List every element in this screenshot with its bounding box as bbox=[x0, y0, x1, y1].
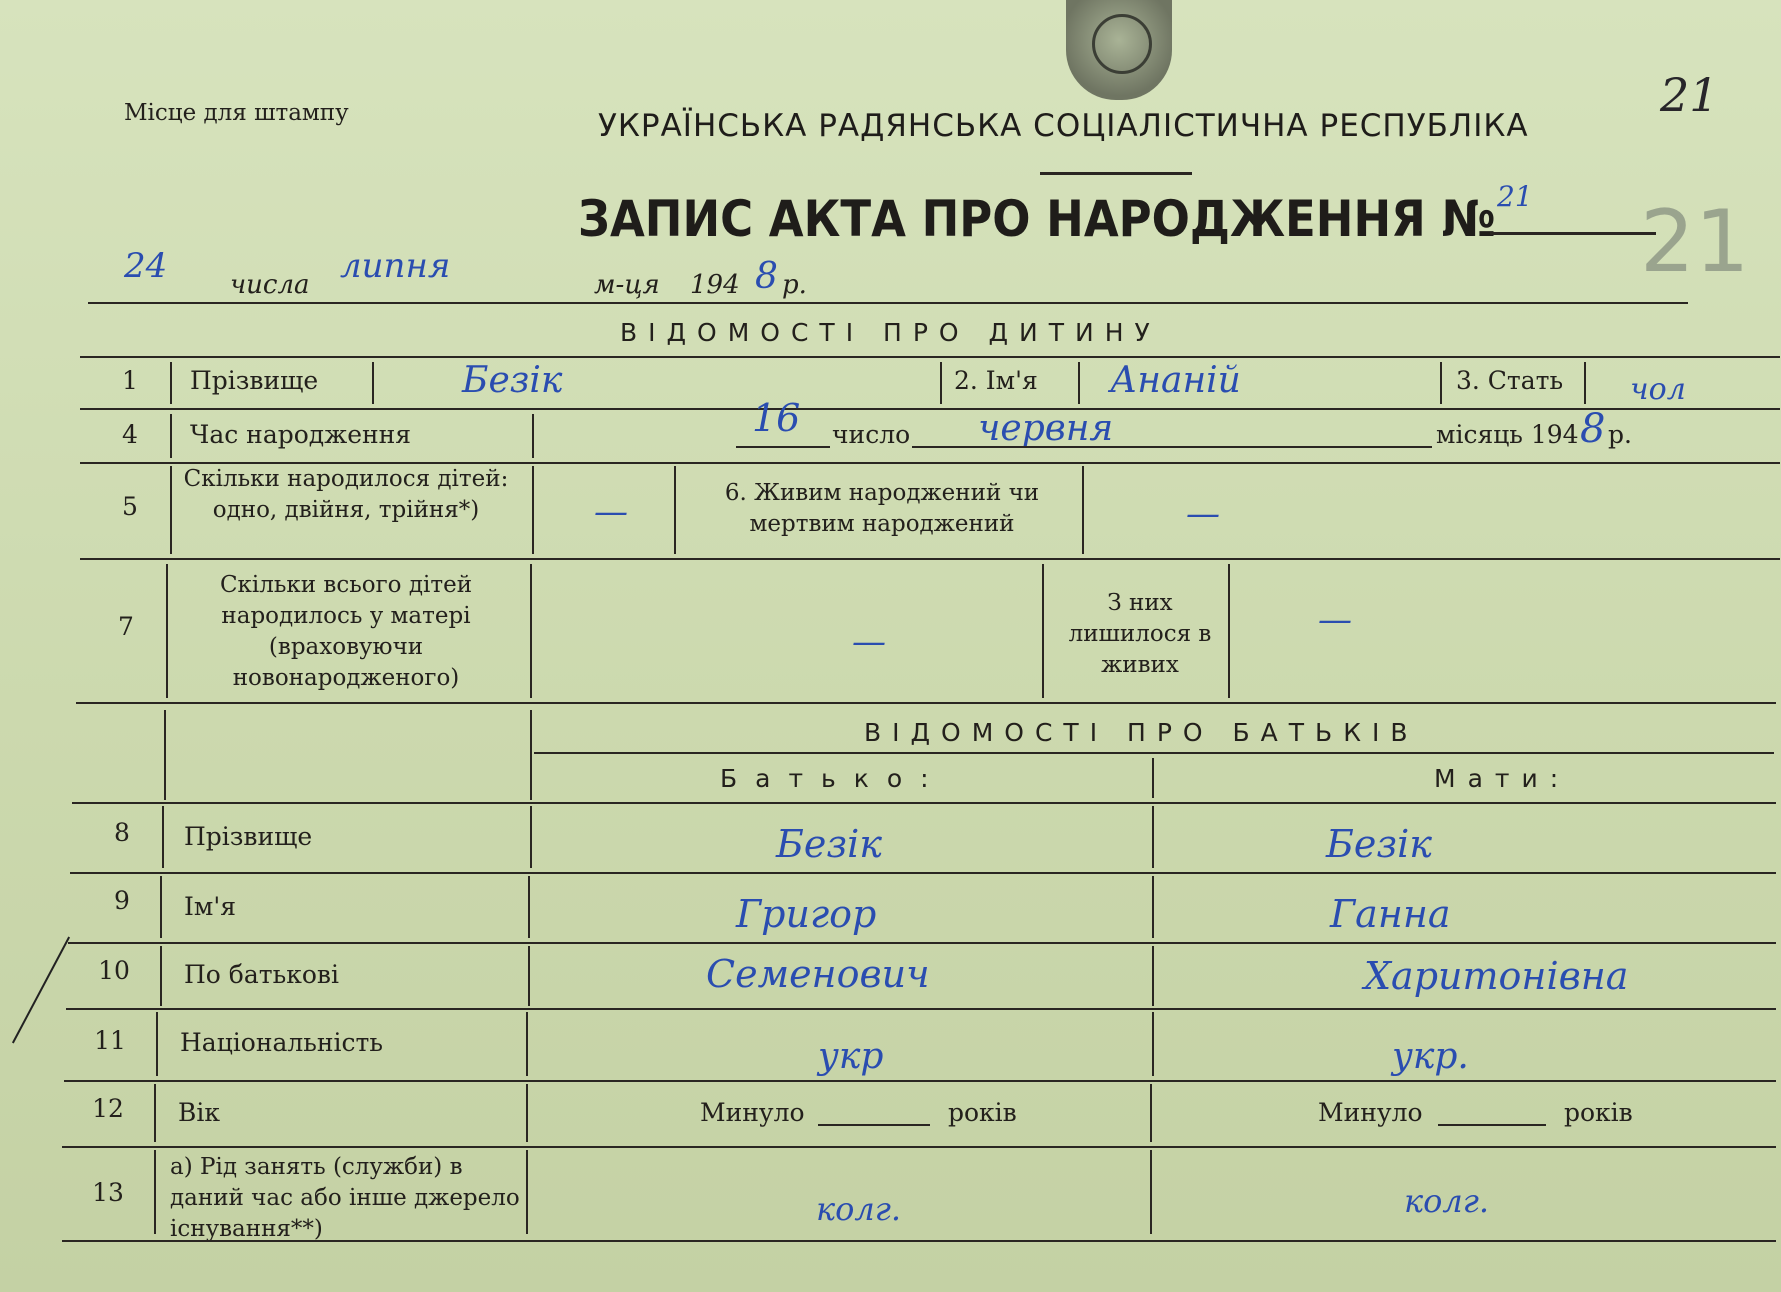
father-patronymic-value: Семенович bbox=[706, 952, 930, 996]
row10-sep-b bbox=[528, 946, 530, 1006]
row12-sep-c bbox=[1150, 1084, 1152, 1142]
birth-day-label: число bbox=[832, 420, 911, 449]
row-13-number: 13 bbox=[92, 1178, 124, 1207]
birth-month-label: місяць 194 bbox=[1436, 420, 1579, 449]
row7-sep-a bbox=[166, 564, 168, 698]
father-nationality-value: укр bbox=[818, 1036, 884, 1077]
pen-mark bbox=[12, 937, 70, 1044]
row-11-number: 11 bbox=[94, 1026, 126, 1055]
father-age-line bbox=[818, 1124, 930, 1126]
mother-age-prefix: Минуло bbox=[1318, 1098, 1423, 1127]
row-4-number: 4 bbox=[122, 420, 138, 449]
child-sex-label: 3. Стать bbox=[1456, 366, 1564, 395]
row-9-number: 9 bbox=[114, 886, 130, 915]
total-children-value: — bbox=[852, 622, 886, 662]
date-year-digit: 8 bbox=[755, 256, 778, 297]
child-surname-label: Прізвище bbox=[190, 366, 319, 395]
birth-day-value: 16 bbox=[752, 396, 801, 440]
rule-row1-bottom bbox=[80, 408, 1780, 410]
live-birth-value: — bbox=[1186, 494, 1220, 534]
father-age-prefix: Минуло bbox=[700, 1098, 805, 1127]
date-line-rule bbox=[88, 302, 1688, 304]
coat-of-arms-emblem-icon bbox=[1066, 0, 1172, 100]
row-8-number: 8 bbox=[114, 818, 130, 847]
rule-row11-bottom bbox=[64, 1080, 1776, 1082]
father-name-value: Григор bbox=[736, 892, 877, 936]
date-day-value: 24 bbox=[124, 246, 168, 286]
mother-header: Мати: bbox=[1434, 764, 1571, 793]
birth-day-line bbox=[736, 446, 830, 448]
row11-sep-a bbox=[156, 1012, 158, 1076]
record-number-line bbox=[1490, 232, 1656, 235]
date-day-label: числа bbox=[230, 270, 310, 300]
mother-occupation-value: колг. bbox=[1404, 1182, 1490, 1220]
mother-nationality-value: укр. bbox=[1392, 1036, 1469, 1077]
date-year-prefix: 194 bbox=[690, 270, 740, 300]
row-5-number: 5 bbox=[122, 492, 138, 521]
row13-sep-b bbox=[526, 1150, 528, 1234]
father-header: Батько: bbox=[720, 764, 947, 793]
occupation-label: а) Рід занять (служби) в даний час або інше джерело існування**) bbox=[170, 1154, 520, 1242]
child-section-title: ВІДОМОСТІ ПРО ДИТИНУ bbox=[620, 318, 1161, 347]
parents-header-sep bbox=[1152, 758, 1154, 798]
parent-name-label: Ім'я bbox=[184, 892, 236, 921]
mother-patronymic-value: Харитонівна bbox=[1364, 954, 1629, 998]
republic-title: УКРАЇНСЬКА РАДЯНСЬКА СОЦІАЛІСТИЧНА РЕСПУБЛІКА bbox=[598, 108, 1529, 144]
row7-sep-d bbox=[1228, 564, 1230, 698]
father-age-suffix: років bbox=[948, 1098, 1017, 1127]
row5-sep-d bbox=[1082, 466, 1084, 554]
rule-parents-title bbox=[534, 752, 1774, 754]
mother-name-value: Ганна bbox=[1330, 892, 1451, 936]
parents-sep-a bbox=[164, 710, 166, 800]
row5-sep-a bbox=[170, 466, 172, 554]
rule-child-top bbox=[80, 356, 1780, 358]
title-divider bbox=[1040, 172, 1192, 175]
child-surname-value: Безік bbox=[462, 360, 563, 401]
row-7-number: 7 bbox=[118, 612, 134, 641]
live-birth-label: 6. Живим народжений чи мертвим народжений bbox=[724, 480, 1040, 537]
date-month-value: липня bbox=[340, 246, 451, 286]
row12-sep-a bbox=[154, 1084, 156, 1142]
row11-sep-c bbox=[1152, 1012, 1154, 1076]
parent-surname-label: Прізвище bbox=[184, 822, 313, 851]
alive-children-label: З них лишилося в живих bbox=[1068, 590, 1212, 678]
row8-sep-b bbox=[530, 806, 532, 868]
birth-month-line bbox=[912, 446, 1432, 448]
rule-row9-bottom bbox=[68, 942, 1776, 944]
row7-sep-b bbox=[530, 564, 532, 698]
row5-sep-b bbox=[532, 466, 534, 554]
row-12-number: 12 bbox=[92, 1094, 124, 1123]
stamp-place-label: Місце для штампу bbox=[124, 100, 349, 126]
parents-sep-b bbox=[530, 710, 532, 800]
row4-sep-a bbox=[170, 414, 172, 458]
birth-year-suffix: р. bbox=[1608, 420, 1632, 449]
parents-section-title: ВІДОМОСТІ ПРО БАТЬКІВ bbox=[864, 718, 1419, 747]
row9-sep-c bbox=[1152, 876, 1154, 938]
row1-sep-a bbox=[170, 362, 172, 404]
row12-sep-b bbox=[526, 1084, 528, 1142]
parent-patronymic-label: По батькові bbox=[184, 960, 339, 989]
mother-age-suffix: років bbox=[1564, 1098, 1633, 1127]
row1-sep-c bbox=[940, 362, 942, 404]
mother-age-line bbox=[1438, 1124, 1546, 1126]
row1-sep-f bbox=[1584, 362, 1586, 404]
mother-surname-value: Безік bbox=[1326, 822, 1432, 866]
row7-sep-c bbox=[1042, 564, 1044, 698]
birth-year-digit: 8 bbox=[1580, 406, 1606, 452]
rule-row5-bottom bbox=[80, 558, 1780, 560]
row8-sep-a bbox=[162, 806, 164, 868]
date-month-label: м-ця bbox=[594, 270, 660, 300]
birth-month-value: червня bbox=[978, 408, 1114, 449]
row-10-number: 10 bbox=[98, 956, 130, 985]
children-born-label: Скільки народилося дітей: одно, двійня, трійня*) bbox=[183, 466, 509, 523]
rule-row12-bottom bbox=[62, 1146, 1776, 1148]
row13-sep-a bbox=[154, 1150, 156, 1234]
child-name-value: Ананій bbox=[1110, 360, 1241, 401]
row10-sep-c bbox=[1152, 946, 1154, 1006]
row11-sep-b bbox=[526, 1012, 528, 1076]
row8-sep-c bbox=[1152, 806, 1154, 868]
parent-nationality-label: Національність bbox=[180, 1028, 383, 1057]
row1-sep-b bbox=[372, 362, 374, 404]
record-number-corner: 21 bbox=[1660, 68, 1719, 122]
child-name-label: 2. Ім'я bbox=[954, 366, 1038, 395]
row9-sep-a bbox=[160, 876, 162, 938]
row1-sep-e bbox=[1440, 362, 1442, 404]
father-occupation-value: колг. bbox=[816, 1190, 902, 1228]
row10-sep-a bbox=[160, 946, 162, 1006]
row4-sep-b bbox=[532, 414, 534, 458]
row13-sep-c bbox=[1150, 1150, 1152, 1234]
father-surname-value: Безік bbox=[776, 822, 882, 866]
date-year-suffix: р. bbox=[782, 270, 807, 300]
row1-sep-d bbox=[1078, 362, 1080, 404]
total-children-label: Скільки всього дітей народилось у матері (враховуючи новонародженого) bbox=[219, 572, 473, 691]
row5-sep-c bbox=[674, 466, 676, 554]
alive-children-value: — bbox=[1318, 600, 1352, 640]
record-title: ЗАПИС АКТА ПРО НАРОДЖЕННЯ № bbox=[578, 190, 1496, 248]
row9-sep-b bbox=[528, 876, 530, 938]
row-1-number: 1 bbox=[122, 366, 138, 395]
birth-time-label: Час народження bbox=[190, 420, 412, 449]
age-label: Вік bbox=[178, 1098, 220, 1127]
rule-row13-bottom bbox=[62, 1240, 1776, 1242]
rule-row7-bottom bbox=[76, 702, 1776, 704]
rule-row10-bottom bbox=[66, 1008, 1776, 1010]
rule-parents-header-bottom bbox=[72, 802, 1776, 804]
child-sex-value: чол bbox=[1630, 372, 1686, 407]
record-number: 21 bbox=[1497, 180, 1533, 213]
children-born-value: — bbox=[594, 492, 628, 532]
record-number-large: 21 bbox=[1640, 192, 1750, 292]
rule-row8-bottom bbox=[70, 872, 1776, 874]
